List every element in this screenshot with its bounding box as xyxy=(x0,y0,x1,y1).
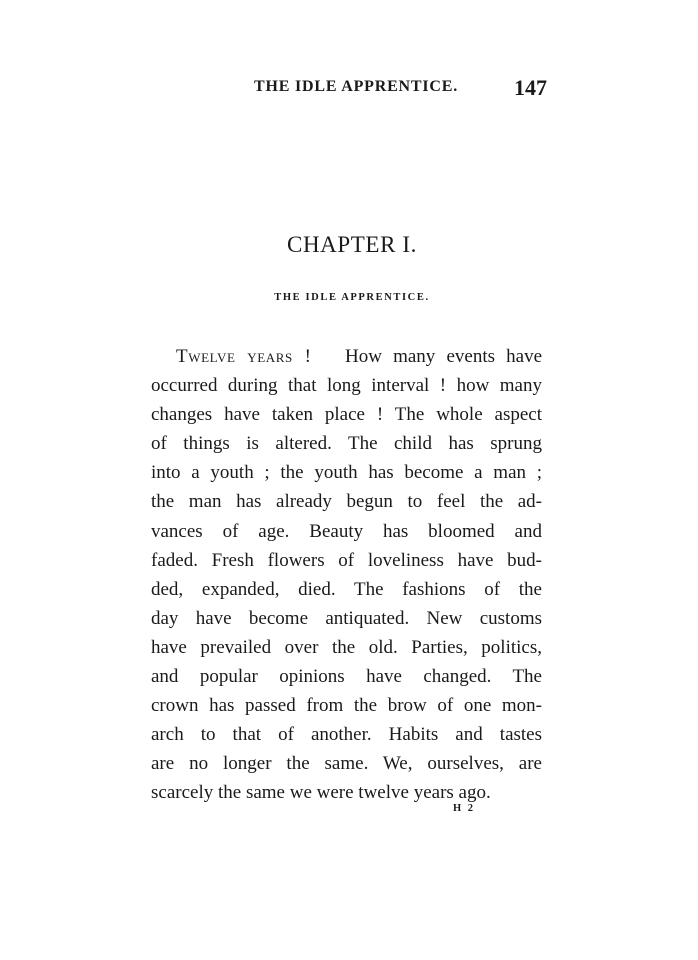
text-line-last: scarcely the same we were twelve years ago. xyxy=(151,782,491,804)
text-line: vances of age. Beauty has bloomed and xyxy=(151,520,542,542)
chapter-title: CHAPTER I. xyxy=(287,232,417,257)
text-line: crown has passed from the brow of one mon- xyxy=(151,695,542,717)
text-line-remainder: How many events have xyxy=(345,346,543,367)
body-paragraph xyxy=(151,342,542,808)
text-line: of things is altered. The child has sprung xyxy=(151,433,542,455)
text-line: into a youth ; the youth has become a man ; xyxy=(151,462,542,484)
text-line: changes have taken place ! The whole aspect xyxy=(151,404,542,426)
page-number: 147 xyxy=(514,75,547,100)
running-title: THE IDLE APPRENTICE. xyxy=(254,78,459,95)
text-line: ded, expanded, died. The fashions of the xyxy=(151,578,542,600)
signature-mark: H 2 xyxy=(453,803,476,814)
text-line: are no longer the same. We, ourselves, are xyxy=(151,753,542,775)
text-line: occurred during that long interval ! how many xyxy=(151,375,542,397)
chapter-subtitle: THE IDLE APPRENTICE. xyxy=(274,292,430,303)
text-line: have prevailed over the old. Parties, politics, xyxy=(151,636,542,658)
text-line: arch to that of another. Habits and tastes xyxy=(151,724,542,746)
lead-in: Twelve years ! xyxy=(176,346,312,367)
text-line: faded. Fresh flowers of loveliness have bud- xyxy=(151,549,542,571)
text-line: and popular opinions have changed. The xyxy=(151,666,542,688)
text-line-first xyxy=(151,342,542,371)
running-head xyxy=(0,75,698,102)
text-line: the man has already begun to feel the ad- xyxy=(151,491,542,513)
text-line: day have become antiquated. New customs xyxy=(151,607,542,629)
